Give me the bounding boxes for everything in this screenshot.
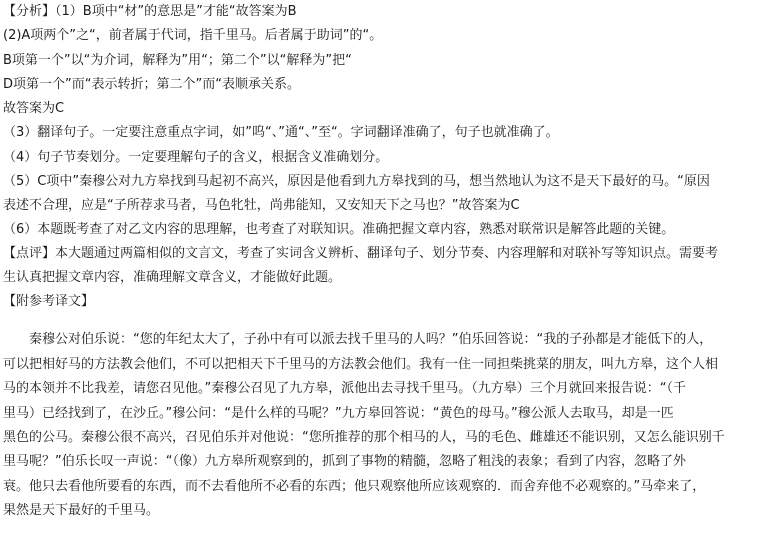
review-line: 【点评】本大题通过两篇相似的文言文，考查了实词含义辨析、翻译句子、划分节奏、内容理解和对联补写等知识点。需要考 — [3, 246, 719, 261]
analysis-line: （5）C项中”秦穆公对九方皋找到马起初不高兴，原因是他看到九方皋找到的马，想当然地认为这不是天下最好的马。“原因 — [3, 174, 710, 189]
analysis-line: (2)A项两个”之“，前者属于代词，指千里马。后者属于助词”的“。 — [3, 28, 383, 43]
translation-line: 黑色的公马。秦穆公很不高兴，召见伯乐并对他说：“您所推荐的那个相马的人，马的毛色、雌雄还不能识别，又怎么能识别千 — [3, 430, 725, 445]
review-line: 生认真把握文章内容，准确理解文章含义，才能做好此题。 — [3, 270, 342, 285]
translation-heading: 【附参考译文】 — [3, 294, 95, 309]
analysis-line: 【分析】（1）B项中“材”的意思是”才能“故答案为B — [3, 4, 297, 19]
analysis-line: （6）本题既考查了对乙文内容的思理解，也考查了对联知识。准确把握文章内容，熟悉对联常识是解答此题的关键。 — [3, 222, 675, 237]
translation-line: 秦穆公对伯乐说：“您的年纪太大了，子孙中有可以派去找千里马的人吗？”伯乐回答说：“我的子孙都是才能低下的人， — [3, 332, 713, 347]
translation-line: 里马）已经找到了，在沙丘。”穆公问：“是什么样的马呢？”九方皋回答说：“黄色的母马。”穆公派人去取马，却是一匹 — [3, 406, 674, 421]
translation-line: 里马呢？”伯乐长叹一声说：“（像）九方皋所观察到的，抓到了事物的精髓，忽略了粗浅的表象；看到了内容，忽略了外 — [3, 454, 686, 469]
analysis-line: （4）句子节奏划分。一定要理解句子的含义，根据含义准确划分。 — [3, 150, 389, 165]
translation-line: 马的本领并不比我差，请您召见他。”秦穆公召见了九方皋，派他出去寻找千里马。（九方皋）三个月就回来报告说：“（千 — [3, 381, 686, 396]
analysis-line: B项第一个”以“为介词，解释为”用“；第二个”以“解释为”把“ — [3, 53, 352, 68]
analysis-line: （3）翻译句子。一定要注意重点字词，如”呜“、”通“、”至“。字词翻译准确了，句子也就准确了。 — [3, 125, 559, 140]
analysis-line: D项第一个”而“表示转折；第二个”而“表顺承关系。 — [3, 77, 300, 92]
translation-line: 可以把相好马的方法教会他们，不可以把相天下千里马的方法教会他们。我有一住一同担柴挑菜的朋友，叫九方皋，这个人相 — [3, 357, 719, 372]
analysis-line: 故答案为C — [3, 101, 65, 116]
translation-line: 果然是天下最好的千里马。 — [3, 503, 160, 518]
translation-line: 衰。他只去看他所要看的东西，而不去看他所不必看的东西；他只观察他所应该观察的．而舍弃他不必观察的。”马牵来了， — [3, 479, 706, 494]
analysis-line: 表述不合理，应是“子所荐求马者，马色牝牡，尚弗能知，又安知天下之马也？”故答案为C — [3, 198, 520, 213]
